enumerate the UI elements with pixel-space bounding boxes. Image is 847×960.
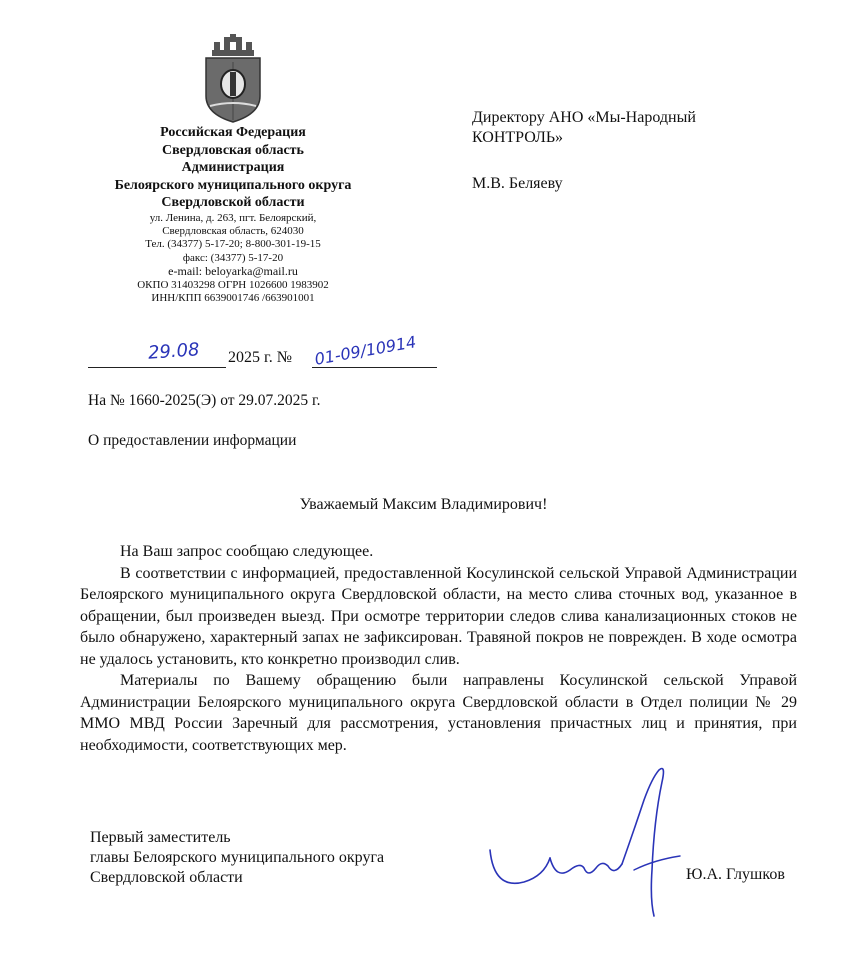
addressee-line-1: Директору АНО «Мы-Народный — [472, 109, 696, 126]
outgoing-date-number — [88, 332, 468, 373]
letterhead-municipality: Белоярского муниципального округа — [114, 177, 352, 193]
letterhead-address-1: ул. Ленина, д. 263, пгт. Белоярский, — [149, 211, 317, 224]
paragraph-1: На Ваш запрос сообщаю следующее. — [120, 543, 374, 560]
letterhead-region: Свердловская область — [162, 142, 304, 158]
addressee — [472, 108, 696, 194]
letterhead-email: e-mail: beloyarka@mail.ru — [168, 264, 298, 279]
letter-body — [80, 541, 797, 756]
letterhead-phone: Тел. (34377) 5-17-20; 8-800-301-19-15 — [145, 238, 321, 251]
paragraph-3: Материалы по Вашему обращению были направлены Косулинской сельской Управой Администрации Белоярского муниципального округа Свердловской области в Отдел полиции № 29 ММО МВД России Заречный для рассмотрения, установления причастных лиц и принятия, при необходимости, соответствующих мер. — [80, 672, 797, 754]
letterhead-address-2: Свердловская область, 624030 — [162, 224, 304, 237]
addressee-name: М.В. Беляеву — [472, 175, 563, 192]
signatory-title-2: главы Белоярского муниципального округа — [90, 849, 385, 866]
letterhead-municipality-region: Свердловской области — [161, 195, 305, 210]
letterhead-inn-kpp: ИНН/КПП 6639001746 /663901001 — [151, 291, 315, 304]
signatory-title — [90, 828, 384, 888]
handwritten-signature — [484, 760, 684, 920]
signatory-title-3: Свердловской области — [90, 869, 243, 886]
subject-line: О предоставлении информации — [88, 432, 297, 449]
addressee-line-2: КОНТРОЛЬ» — [472, 129, 564, 146]
reference-line: На № 1660-2025(Э) от 29.07.2025 г. — [88, 392, 321, 409]
coat-of-arms-icon — [202, 34, 264, 124]
letterhead-fax: факс: (34377) 5-17-20 — [182, 251, 284, 264]
year-number-label: 2025 г. № — [228, 349, 293, 366]
signatory-title-1: Первый заместитель — [90, 829, 231, 846]
letterhead-country: Российская Федерация — [160, 125, 306, 140]
handwritten-date: 29.08 — [147, 339, 201, 364]
letterhead-okpo-ogrn: ОКПО 31403298 ОГРН 1026600 1983902 — [137, 278, 329, 291]
paragraph-2: В соответствии с информацией, предоставленной Косулинской сельской Управой Администрации Белоярского муниципального округа Свердловской области, на место слива сточных вод, указанное в обращении, был произведен выезд. При осмотре территории следов слива канализационных стоков не было обнаружено, характерный запах не зафиксирован. Травяной покров не поврежден. В ходе осмотра не удалось установить, кто конкретно производил слив. — [80, 564, 797, 668]
signatory-name: Ю.А. Глушков — [686, 866, 785, 883]
letterhead — [80, 124, 386, 305]
greeting: Уважаемый Максим Владимирович! — [299, 496, 548, 513]
handwritten-number: 01-09/10914 — [313, 332, 418, 369]
letterhead-administration: Администрация — [181, 160, 285, 175]
